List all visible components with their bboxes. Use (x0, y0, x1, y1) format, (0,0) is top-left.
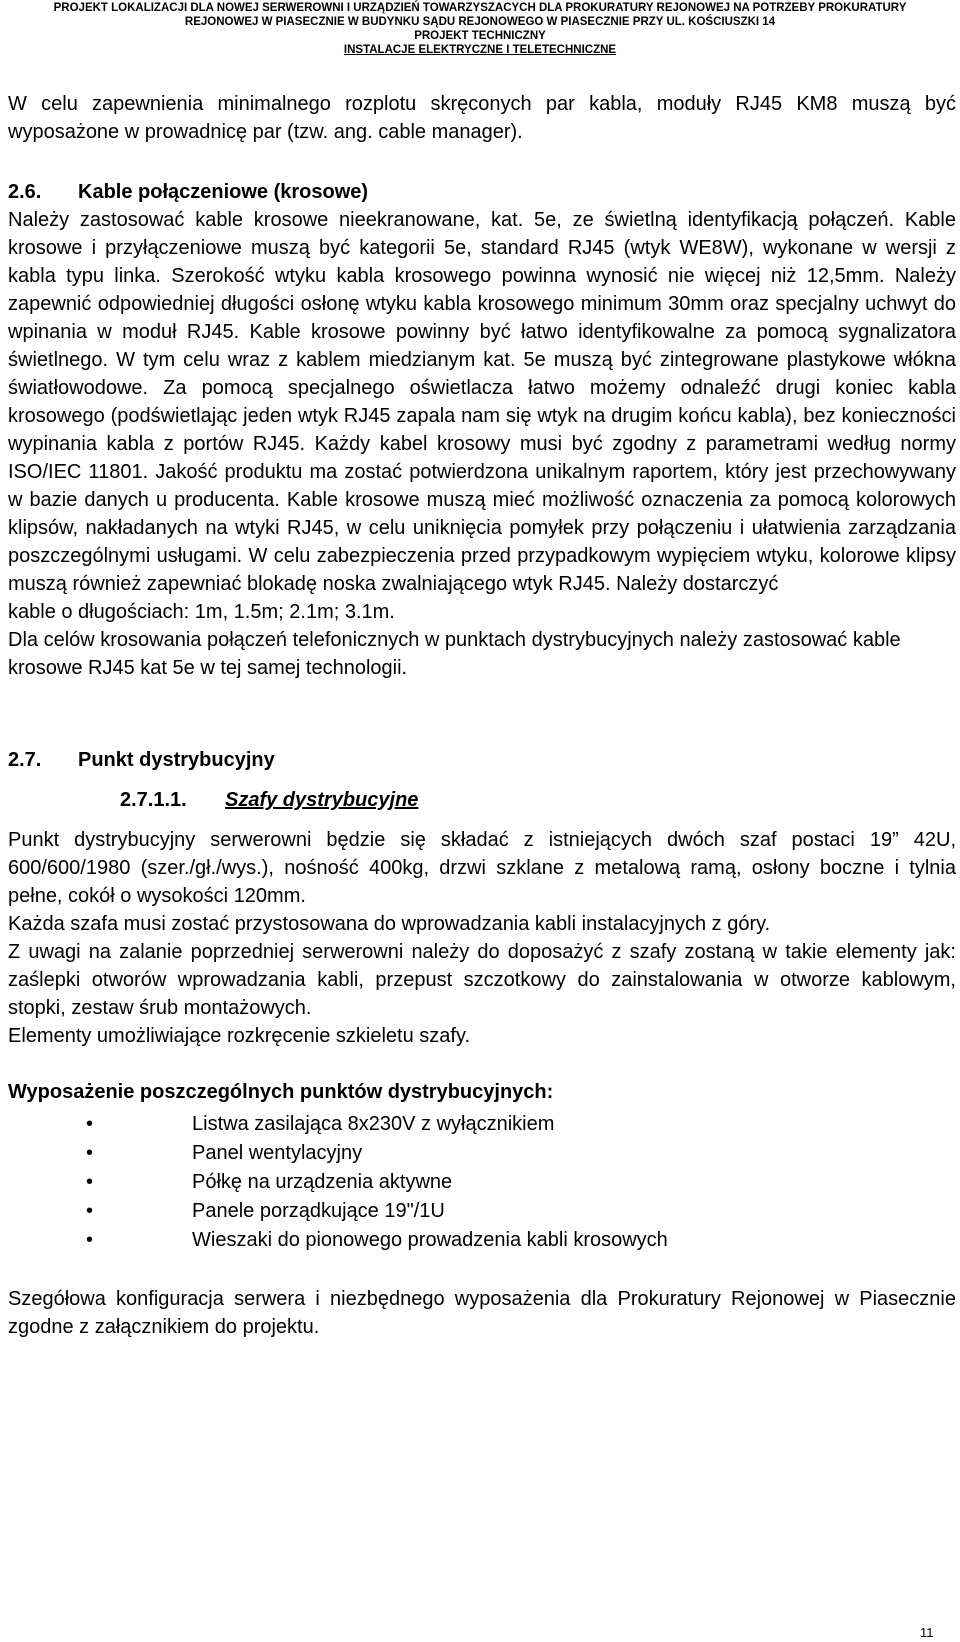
bullet-icon: • (86, 1171, 94, 1193)
cabinets-paragraph-3: Z uwagi na zalanie poprzedniej serwerowni należy do doposażyć z szafy zostaną w takie elementy jak: zaślepki otworów wprowadzania kabli, przepust szczotkowy do zainstalowania w otworze kablowym, stopki, zestaw śrub montażowych. (8, 941, 956, 1019)
header-line-2: REJONOWEJ W PIASECZNIE W BUDYNKU SĄDU REJONOWEGO W PIASECZNIE PRZY UL. KOŚCIUSZKI 14 (184, 16, 776, 28)
final-paragraph: Szegółowa konfiguracja serwera i niezbędnego wyposażenia dla Prokuratury Rejonowej w Piasecznie zgodne z załącznikiem do projektu. (8, 1288, 956, 1338)
cabinets-paragraph-2: Każda szafa musi zostać przystosowana do wprowadzania kabli instalacyjnych z góry. (8, 913, 771, 935)
list-item: • Panel wentylacyjny (8, 1139, 956, 1168)
section-2-7-heading (8, 746, 956, 774)
header-line-1: PROJEKT LOKALIZACJI DLA NOWEJ SERWEROWNI I URZĄDZIEŃ TOWARZYSZACYCH DLA PROKURATURY REJONOWEJ NA POTRZEBY PROKURATURY (53, 2, 907, 14)
bullet-icon: • (86, 1200, 94, 1222)
section-2-7-number: 2.7. (8, 749, 42, 771)
bullet-icon: • (86, 1142, 94, 1164)
bullet-icon: • (86, 1113, 94, 1135)
equipment-list (8, 1110, 956, 1255)
cabinets-paragraph-1: Punkt dystrybucyjny serwerowni będzie się składać z istniejących dwóch szaf postaci 19” 42U, 600/600/1980 (szer./gł./wys.), nośność 400kg, drzwi szklane z metalową ramą, osłony boczne i tylnia pełne, cokół o wysokości 120mm. (8, 829, 956, 907)
section-2-6-title: Kable połączeniowe (krosowe) (78, 181, 369, 203)
section-2-7-1-1-heading (120, 786, 956, 814)
bullet-icon: • (86, 1229, 94, 1251)
section-2-7-title: Punkt dystrybucyjny (78, 749, 275, 771)
document-header (0, 0, 960, 57)
equipment-heading: Wyposażenie poszczególnych punktów dystrybucyjnych: (8, 1081, 554, 1103)
list-item: • Półkę na urządzenia aktywne (8, 1168, 956, 1197)
list-item: • Panele porządkujące 19"/1U (8, 1197, 956, 1226)
cabinets-paragraph-4: Elementy umożliwiające rozkręcenie szkieletu szafy. (8, 1025, 471, 1047)
page-number: 11 (920, 1625, 934, 1640)
section-2-6-lengths: kable o długościach: 1m, 1.5m; 2.1m; 3.1m. (8, 601, 395, 623)
document-body (8, 90, 956, 1341)
section-2-6-heading (8, 178, 956, 206)
section-2-7-1-1-title: Szafy dystrybucyjne (225, 789, 419, 811)
intro-paragraph: W celu zapewnienia minimalnego rozplotu skręconych par kabla, moduły RJ45 KM8 muszą być wyposażone w prowadnicę par (tzw. ang. cable manager). (8, 93, 956, 143)
list-item: • Wieszaki do pionowego prowadzenia kabli krosowych (8, 1226, 956, 1255)
section-2-7-1-1-body (8, 826, 956, 1050)
section-2-6-telephone: Dla celów krosowania połączeń telefonicznych w punktach dystrybucyjnych należy zastosować kable krosowe RJ45 kat 5e w tej samej technologii. (8, 629, 901, 679)
header-line-3: PROJEKT TECHNICZNY (414, 30, 546, 42)
section-2-6-number: 2.6. (8, 181, 42, 203)
section-2-6-body: Należy zastosować kable krosowe nieekranowane, kat. 5e, ze świetlną identyfikacją połączeń. Kable krosowe i przyłączeniowe muszą być kategorii 5e, standard RJ45 (wtyk WE8W), wykonane w wersji z kabla typu linka. Szerokość wtyku kabla krosowego powinna wynosić nie więcej niż 12,5mm. Należy zapewnić odpowiedniej długości osłonę wtyku kabla krosowego minimum 30mm oraz specjalny uchwyt do wpinania w moduł RJ45. Kable krosowe powinny być łatwo identyfikowalne za pomocą sygnalizatora świetlnego. W tym celu wraz z kablem miedzianym kat. 5e muszą być zintegrowane plastykowe włókna światłowodowe. Za pomocą specjalnego oświetlacza łatwo możemy odnaleźć drugi koniec kabla krosowego (podświetlając jeden wtyk RJ45 zapala nam się wtyk na drugim końcu kabla), bez konieczności wypinania kabla z portów RJ45. Każdy kabel krosowy musi być zgodny z parametrami według normy ISO/IEC 11801. Jakość produktu ma zostać potwierdzona unikalnym raportem, który jest przechowywany w bazie danych u producenta. Kable krosowe muszą mieć możliwość oznaczenia za pomocą kolorowych klipsów, nakładanych na wtyki RJ45, w celu uniknięcia pomyłek przy połączeniu i ułatwienia zarządzania poszczególnymi usługami. W celu zabezpieczenia przed przypadkowym wypięciem wtyku, kolorowe klipsy muszą również zapewniać blokadę noska zwalniającego wtyk RJ45. Należy dostarczyć (8, 209, 956, 595)
section-2-7-1-1-number: 2.7.1.1. (120, 789, 187, 811)
header-line-4: INSTALACJE ELEKTRYCZNE I TELETECHNICZNE (343, 44, 617, 56)
list-item: • Listwa zasilająca 8x230V z wyłącznikiem (8, 1110, 956, 1139)
